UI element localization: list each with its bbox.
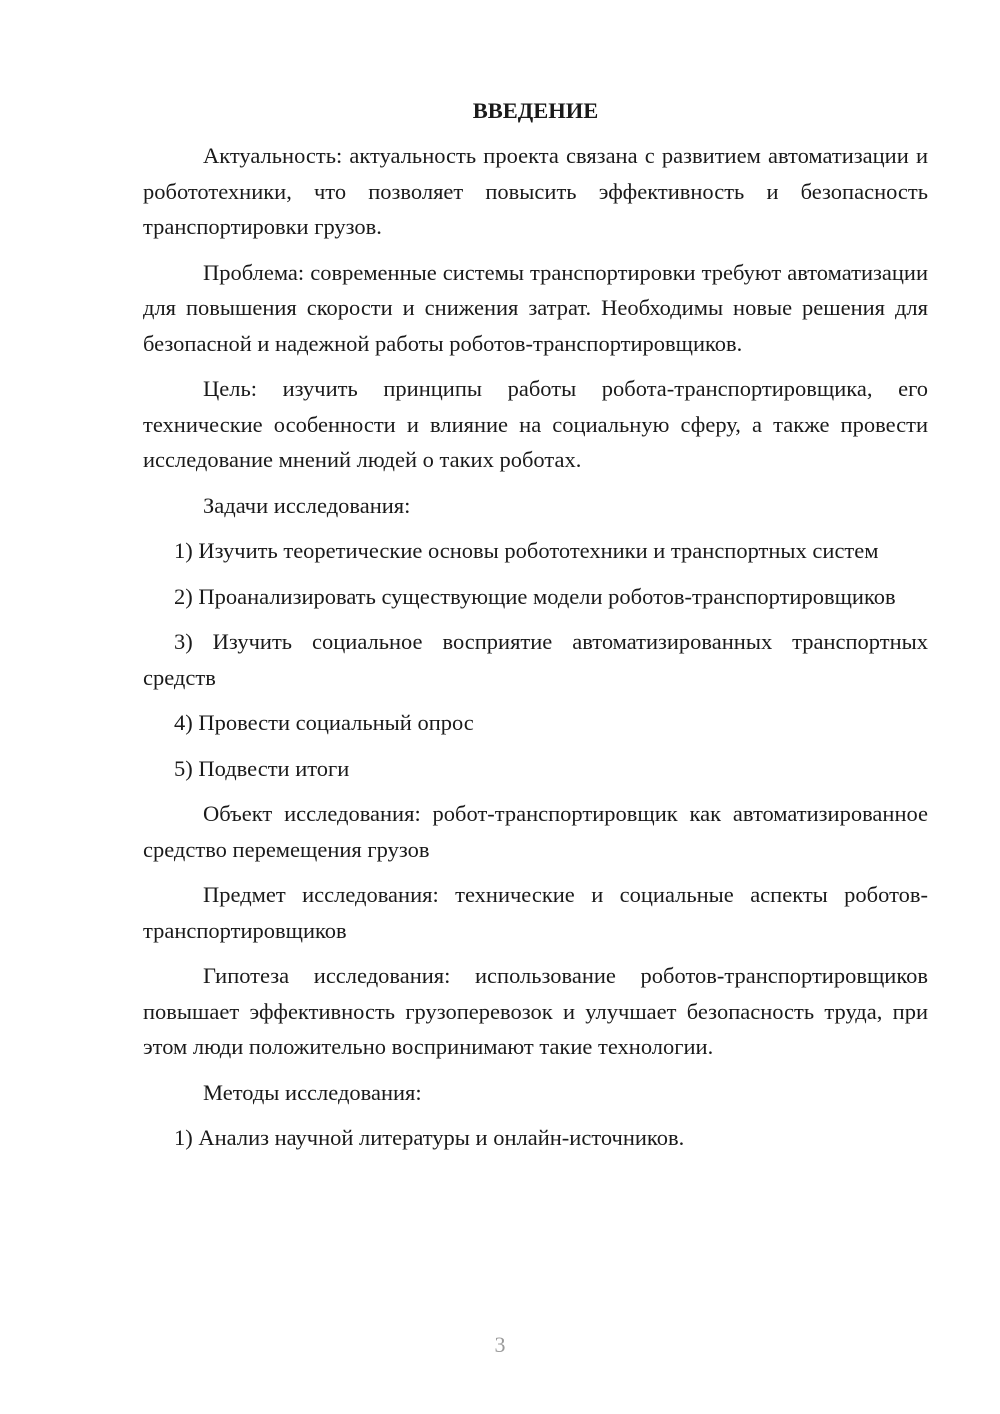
relevance-paragraph: Актуальность: актуальность проекта связана с развитием автоматизации и робототехники, что позволяет повысить эффективность и безопасность транспортировки грузов. — [143, 143, 928, 239]
task-item-1: 1) Изучить теоретические основы робототехники и транспортных систем — [174, 538, 879, 563]
section-title: ВВЕДЕНИЕ — [472, 98, 599, 123]
tasks-list — [143, 533, 928, 786]
task-item-2: 2) Проанализировать существующие модели роботов-транспортировщиков — [174, 583, 896, 609]
goal-paragraph: Цель: изучить принципы работы робота-транспортировщика, его технические особенности и влияние на социальную сферу, а также провести исследование мнений людей о таких роботах. — [143, 376, 928, 472]
methods-heading: Методы исследования: — [203, 1079, 422, 1105]
subject-paragraph: Предмет исследования: технические и социальные аспекты роботов-транспортировщиков — [143, 882, 928, 943]
hypothesis-paragraph: Гипотеза исследования: использование роботов-транспортировщиков повышает эффективность грузоперевозок и улучшает безопасность труда, при этом люди положительно воспринимают такие технологии. — [143, 963, 928, 1059]
page-number: 3 — [494, 1332, 506, 1357]
tasks-heading: Задачи исследования: — [203, 492, 411, 518]
object-paragraph: Объект исследования: робот-транспортировщик как автоматизированное средство перемещения грузов — [143, 801, 928, 862]
task-item-3: 3) Изучить социальное восприятие автоматизированных транспортных средств — [143, 629, 928, 690]
method-item-1: 1) Анализ научной литературы и онлайн-источников. — [174, 1125, 685, 1150]
document-page — [143, 93, 928, 1166]
methods-list — [143, 1120, 928, 1156]
task-item-4: 4) Провести социальный опрос — [174, 710, 474, 735]
task-item-5: 5) Подвести итоги — [174, 755, 350, 781]
problem-paragraph: Проблема: современные системы транспортировки требуют автоматизации для повышения скорости и снижения затрат. Необходимы новые решения для безопасной и надежной работы роботов-транспортировщиков. — [143, 259, 928, 356]
